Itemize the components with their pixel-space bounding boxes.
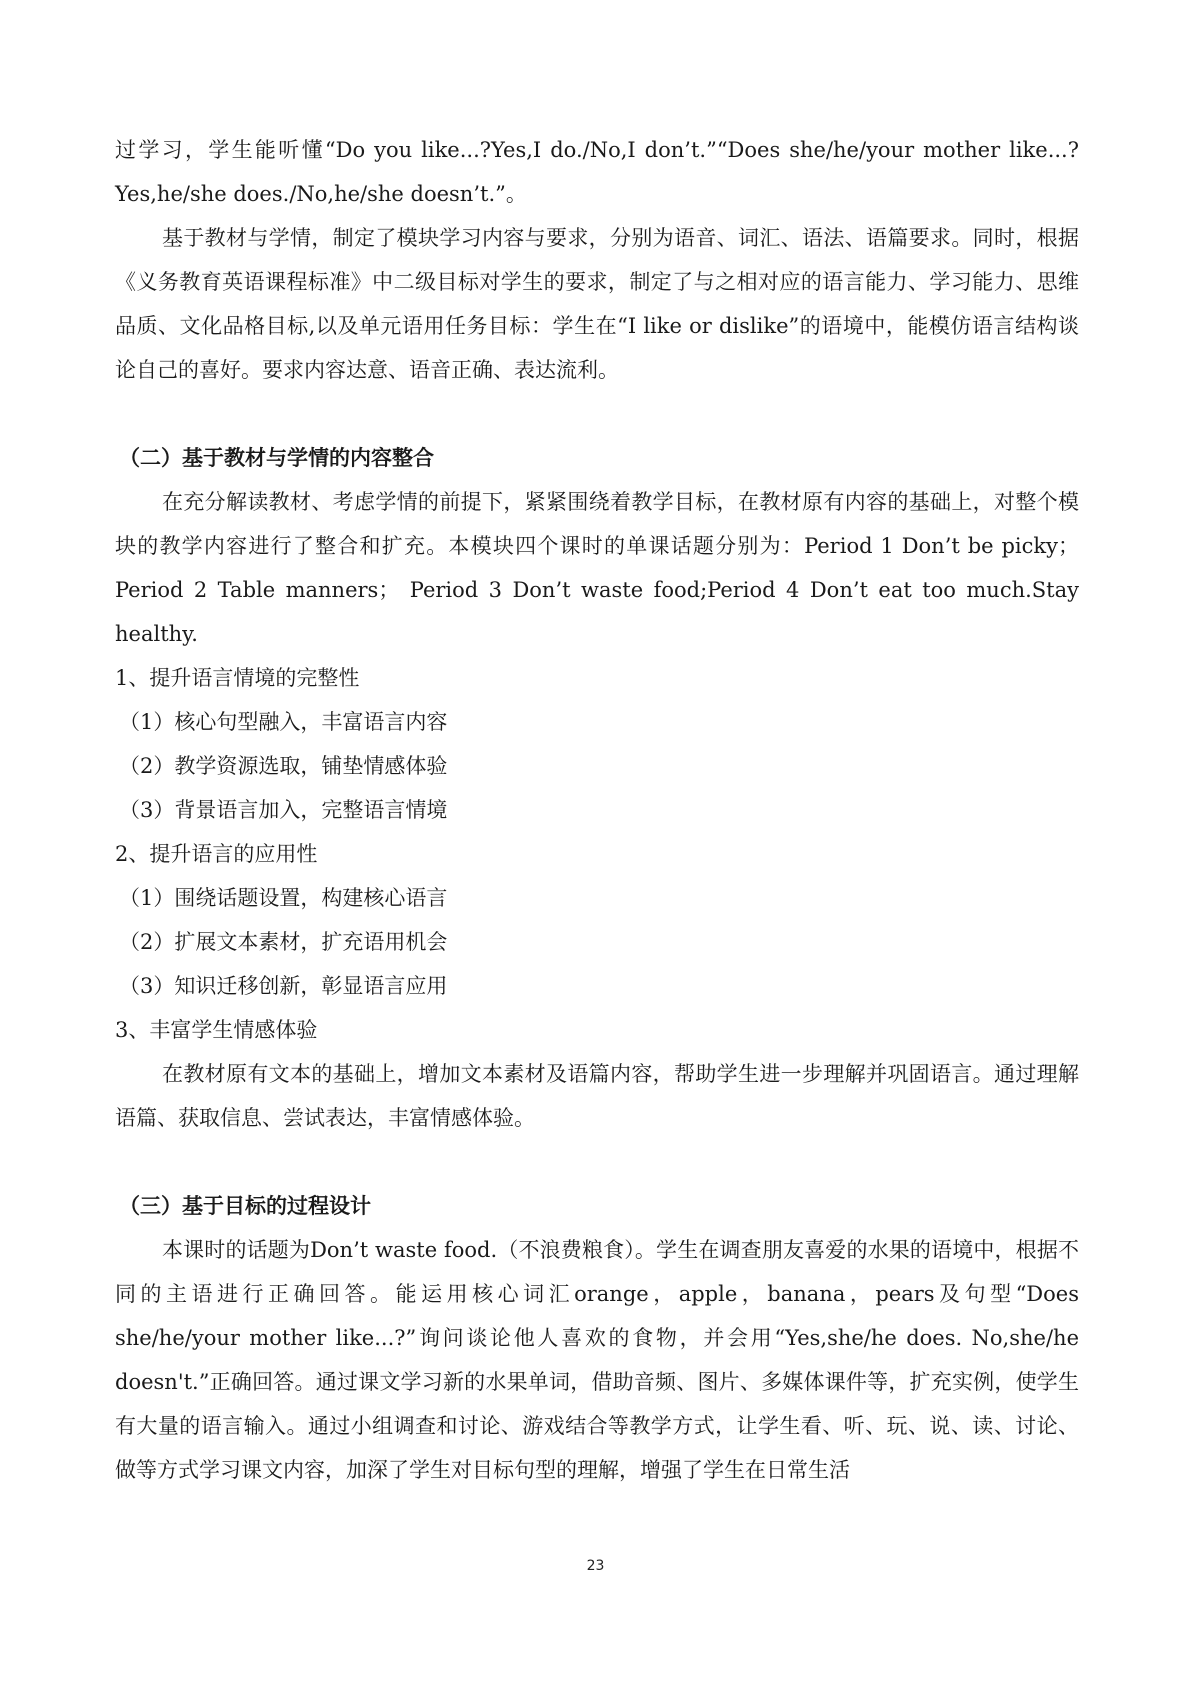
section-heading-process-design: （三）基于目标的过程设计 [119, 1193, 371, 1218]
document-body [115, 128, 1079, 1492]
paragraph-emotional-experience: 在教材原有文本的基础上，增加文本素材及语篇内容，帮助学生进一步理解并巩固语言。通过理解语篇、获取信息、尝试表达，丰富情感体验。 [115, 1062, 1079, 1130]
paragraph-objectives: 基于教材与学情，制定了模块学习内容与要求，分别为语音、词汇、语法、语篇要求。同时，根据《义务教育英语课程标准》中二级目标对学生的要求，制定了与之相对应的语言能力、学习能力、思维品质、文化品格目标,以及单元语用任务目标：学生在“I like or dislike”的语境中，能模仿语言结构谈论自己的喜好。要求内容达意、语音正确、表达流利。 [115, 226, 1079, 382]
page-number: 23 [586, 1558, 605, 1574]
list-item-level2: （1）围绕话题设置，构建核心语言 [119, 886, 448, 910]
list-item-level2: （3）知识迁移创新，彰显语言应用 [119, 974, 448, 998]
paragraph-intro-continuation: 过学习，学生能听懂“Do you like...?Yes,I do./No,I don’t.”“Does she/he/your mother like...? Yes,he/she does./No,he/she doesn’t.”。 [115, 138, 1079, 206]
section-heading-content-integration: （二）基于教材与学情的内容整合 [119, 445, 434, 470]
list-item-level1: 2、提升语言的应用性 [115, 842, 318, 866]
list-item-level2: （3）背景语言加入，完整语言情境 [119, 798, 448, 822]
paragraph-content-integration: 在充分解读教材、考虑学情的前提下，紧紧围绕着教学目标，在教材原有内容的基础上，对整个模块的教学内容进行了整合和扩充。本模块四个课时的单课话题分别为：Period 1 Don’t be picky； Period 2 Table manners； Period 3 Don’t waste food;Period 4 Don’t eat too much.Stay healthy. [115, 490, 1079, 646]
list-item-level1: 3、丰富学生情感体验 [115, 1018, 318, 1042]
section-gap [115, 1140, 1079, 1184]
paragraph-process-design: 本课时的话题为Don’t waste food.（不浪费粮食）。学生在调查朋友喜爱的水果的语境中，根据不同的主语进行正确回答。能运用核心词汇orange，apple，banana，pears及句型“Does she/he/your mother like...?”询问谈论他人喜欢的食物，并会用“Yes,she/he does. No,she/he doesn't.”正确回答。通过课文学习新的水果单词，借助音频、图片、多媒体课件等，扩充实例，使学生有大量的语言输入。通过小组调查和讨论、游戏结合等教学方式，让学生看、听、玩、说、读、讨论、做等方式学习课文内容，加深了学生对目标句型的理解，增强了学生在日常生活 [115, 1238, 1079, 1482]
list-item-level2: （2）教学资源选取，铺垫情感体验 [119, 754, 448, 778]
list-item-level2: （1）核心句型融入，丰富语言内容 [119, 710, 448, 734]
list-item-level2: （2）扩展文本素材，扩充语用机会 [119, 930, 448, 954]
list-item-level1: 1、提升语言情境的完整性 [115, 666, 360, 690]
section-gap [115, 392, 1079, 436]
